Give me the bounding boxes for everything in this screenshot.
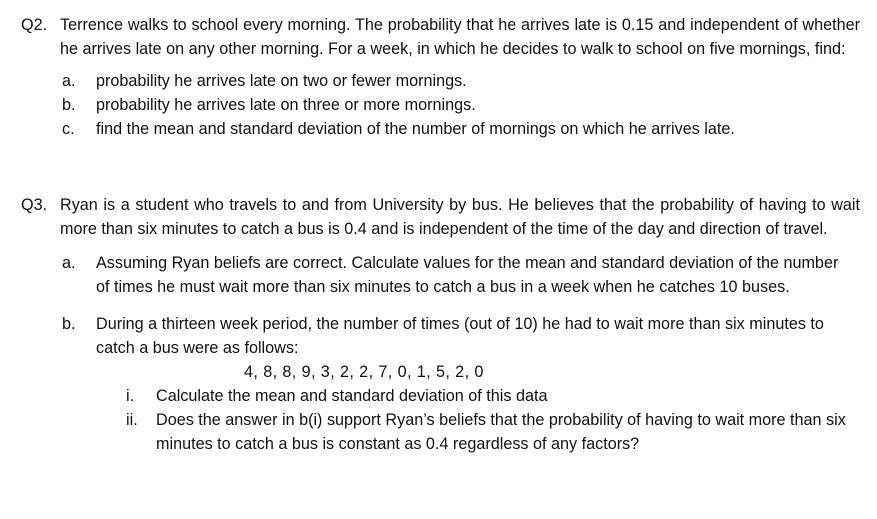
part-c	[0, 117, 877, 141]
question-3	[0, 193, 877, 456]
question-3-stem	[0, 193, 877, 241]
part-b	[0, 312, 877, 360]
subpart-ii	[0, 408, 877, 456]
part-label: c.	[62, 120, 75, 138]
part-text: During a thirteen week period, the number of times (out of 10) he had to wait more than six minutes to catch a bus were as follows:	[96, 315, 824, 357]
data-values: 4, 8, 8, 9, 3, 2, 2, 7, 0, 1, 5, 2, 0	[244, 363, 484, 381]
subpart-text: Does the answer in b(i) support Ryan’s beliefs that the probability of having to wait more than six minutes to catch a bus is constant as 0.4 regardless of any factors?	[156, 411, 846, 453]
part-text: probability he arrives late on two or fewer mornings.	[96, 72, 467, 90]
question-number: Q3.	[21, 196, 48, 214]
subpart-i	[0, 384, 877, 408]
question-text: Ryan is a student who travels to and from University by bus. He believes that the probability of having to wait more than six minutes to catch a bus is 0.4 and is independent of the time of the day and direction of travel.	[60, 196, 860, 238]
part-b-subparts	[0, 384, 877, 456]
part-label: b.	[62, 315, 76, 333]
part-text: find the mean and standard deviation of the number of mornings on which he arrives late.	[96, 120, 735, 138]
subpart-label: ii.	[126, 411, 138, 429]
question-2-stem	[0, 13, 877, 61]
question-number: Q2.	[21, 16, 48, 34]
part-text: probability he arrives late on three or more mornings.	[96, 96, 476, 114]
question-2-parts	[0, 69, 877, 141]
part-label: a.	[62, 72, 76, 90]
part-b	[0, 93, 877, 117]
part-text: Assuming Ryan beliefs are correct. Calculate values for the mean and standard deviation of the number of times he must wait more than six minutes to catch a bus in a week when he catches 10 buses.	[96, 254, 839, 296]
subpart-label: i.	[126, 387, 135, 405]
part-label: b.	[62, 96, 76, 114]
subpart-text: Calculate the mean and standard deviation of this data	[156, 387, 548, 405]
part-a	[0, 251, 877, 299]
question-2	[0, 13, 877, 141]
question-text: Terrence walks to school every morning. The probability that he arrives late is 0.15 and independent of whether he arrives late on any other morning. For a week, in which he decides to walk to school on five mornings, find:	[60, 16, 860, 58]
part-label: a.	[62, 254, 76, 272]
part-a	[0, 69, 877, 93]
